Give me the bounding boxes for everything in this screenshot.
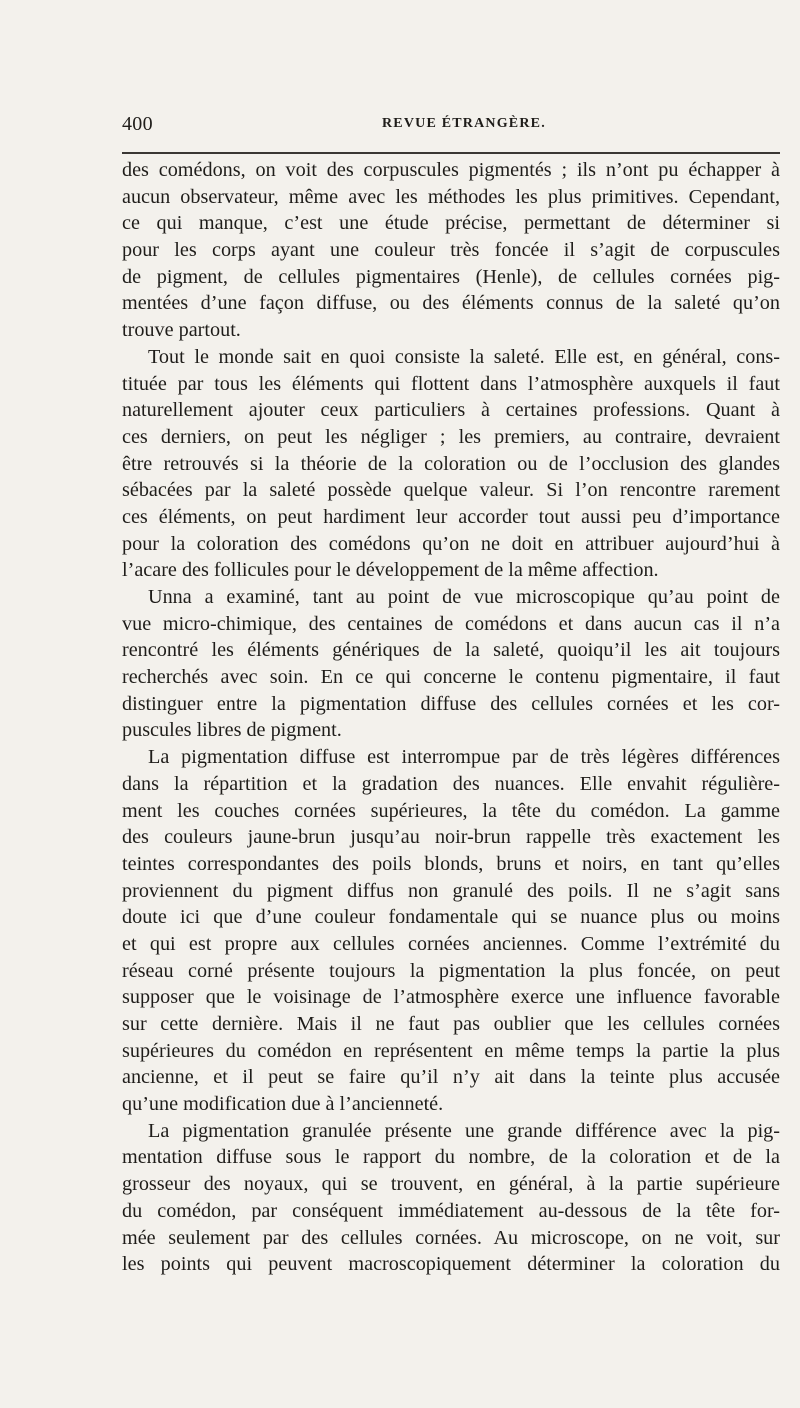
text-line: puscules libres de pigment. <box>122 719 342 742</box>
text-line: supérieures du comédon en représentent en même temps la partie la plus <box>122 1039 780 1062</box>
text-line: ment les couches cornées supérieures, la tête du comédon. La gamme <box>122 799 780 822</box>
text-line: La pigmentation granulée présente une grande différence avec la pig- <box>148 1119 780 1142</box>
text-line: supposer que le voisinage de l’atmosphère exerce une influence favorable <box>122 986 780 1009</box>
text-line: mée seulement par des cellules cornées. Au microscope, on ne voit, sur <box>122 1226 780 1249</box>
text-line: aucun observateur, même avec les méthodes les plus primitives. Cependant, <box>122 185 780 208</box>
text-line: grosseur des noyaux, qui se trouvent, en général, à la partie supérieure <box>122 1173 780 1196</box>
text-line: naturellement ajouter ceux particuliers à certaines professions. Quant à <box>122 399 780 422</box>
text-line: qu’une modification due à l’ancienneté. <box>122 1093 444 1116</box>
text-line: pour les corps ayant une couleur très foncée il s’agit de corpuscules <box>122 239 780 262</box>
text-line: rencontré les éléments génériques de la saleté, quoiqu’il les ait toujours <box>122 639 780 662</box>
text-line: ce qui manque, c’est une étude précise, permettant de déterminer si <box>122 212 780 235</box>
text-line: ancienne, et il peut se faire qu’il n’y ait dans la teinte plus accusée <box>122 1066 780 1089</box>
text-line: mentées d’une façon diffuse, ou des éléments connus de la saleté qu’on <box>122 292 780 315</box>
text-line: sur cette dernière. Mais il ne faut pas oublier que les cellules cornées <box>122 1013 780 1035</box>
text-line: doute ici que d’une couleur fondamentale qui se nuance plus ou moins <box>122 906 780 929</box>
text-line: distinguer entre la pigmentation diffuse des cellules cornées et les cor- <box>122 692 780 715</box>
text-line: proviennent du pigment diffus non granulé des poils. Il ne s’agit sans <box>122 879 780 902</box>
text-line: trouve partout. <box>122 319 241 342</box>
text-line: et qui est propre aux cellules cornées anciennes. Comme l’extrémité du <box>122 932 780 955</box>
text-line: ces derniers, on peut les négliger ; les premiers, au contraire, devraient <box>122 425 780 448</box>
text-line: du comédon, par conséquent immédiatement au-dessous de la tête for- <box>122 1199 780 1222</box>
text-line: tituée par tous les éléments qui flottent dans l’atmosphère auxquels il faut <box>122 372 780 395</box>
text-line: les points qui peuvent macroscopiquement déterminer la coloration du <box>122 1253 780 1276</box>
paragraph-5 <box>122 1118 780 1278</box>
header-rule <box>122 152 780 154</box>
text-line: des couleurs jaune-brun jusqu’au noir-brun rappelle très exactement les <box>122 826 780 849</box>
text-line: La pigmentation diffuse est interrompue par de très légères différences <box>148 746 780 769</box>
text-line: être retrouvés si la théorie de la coloration ou de l’occlusion des glandes <box>122 452 780 475</box>
body-text <box>122 157 780 1278</box>
paragraph-4 <box>122 744 780 1118</box>
text-line: de pigment, de cellules pigmentaires (Henle), de cellules cornées pig- <box>122 265 780 288</box>
text-line: recherchés avec soin. En ce qui concerne le contenu pigmentaire, il faut <box>122 666 780 689</box>
text-line: Tout le monde sait en quoi consiste la saleté. Elle est, en général, cons- <box>148 345 780 368</box>
text-line: teintes correspondantes des poils blonds, bruns et noirs, en tant qu’elles <box>122 852 780 875</box>
paragraph-2 <box>122 344 780 584</box>
text-line: ces éléments, on peut hardiment leur accorder tout aussi peu d’importance <box>122 505 780 528</box>
paragraph-1 <box>122 157 780 344</box>
page-number: 400 <box>122 113 153 135</box>
paragraph-3 <box>122 584 780 744</box>
text-line: des comédons, on voit des corpuscules pigmentés ; ils n’ont pu échapper à <box>122 159 780 181</box>
text-line: mentation diffuse sous le rapport du nombre, de la coloration et de la <box>122 1146 780 1169</box>
text-line: vue micro-chimique, des centaines de comédons et dans aucun cas il n’a <box>122 612 780 635</box>
text-line: Unna a examiné, tant au point de vue microscopique qu’au point de <box>148 586 780 608</box>
text-line: sébacées par la saleté possède quelque valeur. Si l’on rencontre rarement <box>122 479 780 502</box>
running-title: REVUE ÉTRANGÈRE. <box>382 116 546 131</box>
text-line: réseau corné présente toujours la pigmentation la plus foncée, on peut <box>122 959 780 982</box>
page-header <box>122 113 774 141</box>
text-line: dans la répartition et la gradation des nuances. Elle envahit régulière- <box>122 772 780 795</box>
text-line: pour la coloration des comédons qu’on ne doit en attribuer aujourd’hui à <box>122 532 780 555</box>
text-line: l’acare des follicules pour le développement de la même affection. <box>122 559 659 582</box>
